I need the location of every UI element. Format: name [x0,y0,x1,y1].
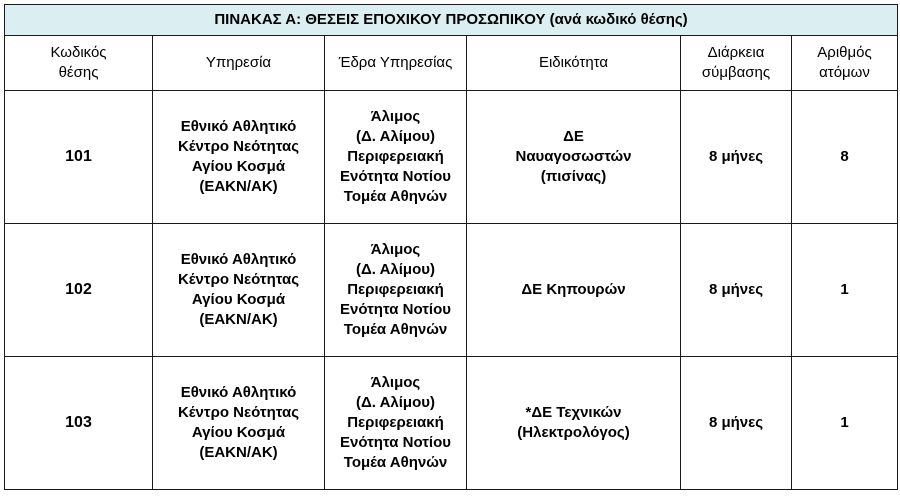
header-seat: Έδρα Υπηρεσίας [325,36,467,91]
cell-duration: 8 μήνες [681,224,792,357]
table-row [5,91,898,224]
cell-duration: 8 μήνες [681,91,792,224]
cell-seat: Άλιμος (Δ. Αλίμου) Περιφερειακή Ενότητα Νοτίου Τομέα Αθηνών [325,91,467,224]
table-row [5,224,898,357]
header-specialty: Ειδικότητα [467,36,681,91]
cell-service: Εθνικό Αθλητικό Κέντρο Νεότητας Αγίου Κοσμά (ΕΑΚΝ/ΑΚ) [153,357,325,490]
header-service: Υπηρεσία [153,36,325,91]
cell-count: 8 [792,91,898,224]
table-title-row [5,5,898,36]
seasonal-positions-table [4,4,898,490]
cell-seat: Άλιμος (Δ. Αλίμου) Περιφερειακή Ενότητα Νοτίου Τομέα Αθηνών [325,357,467,490]
cell-specialty: ΔΕ Κηπουρών [467,224,681,357]
cell-specialty: ΔΕ Ναυαγοσωστών (πισίνας) [467,91,681,224]
cell-seat: Άλιμος (Δ. Αλίμου) Περιφερειακή Ενότητα Νοτίου Τομέα Αθηνών [325,224,467,357]
header-count: Αριθμός ατόμων [792,36,898,91]
cell-duration: 8 μήνες [681,357,792,490]
table-title: ΠΙΝΑΚΑΣ Α: ΘΕΣΕΙΣ ΕΠΟΧΙΚΟΥ ΠΡΟΣΩΠΙΚΟΥ (ανά κωδικό θέσης) [5,5,898,36]
header-code: Κωδικός θέσης [5,36,153,91]
cell-specialty: *ΔΕ Τεχνικών (Ηλεκτρολόγος) [467,357,681,490]
cell-count: 1 [792,224,898,357]
cell-service: Εθνικό Αθλητικό Κέντρο Νεότητας Αγίου Κοσμά (ΕΑΚΝ/ΑΚ) [153,224,325,357]
cell-code: 102 [5,224,153,357]
table-row [5,357,898,490]
cell-count: 1 [792,357,898,490]
cell-service: Εθνικό Αθλητικό Κέντρο Νεότητας Αγίου Κοσμά (ΕΑΚΝ/ΑΚ) [153,91,325,224]
table-header-row [5,36,898,91]
header-duration: Διάρκεια σύμβασης [681,36,792,91]
cell-code: 103 [5,357,153,490]
cell-code: 101 [5,91,153,224]
